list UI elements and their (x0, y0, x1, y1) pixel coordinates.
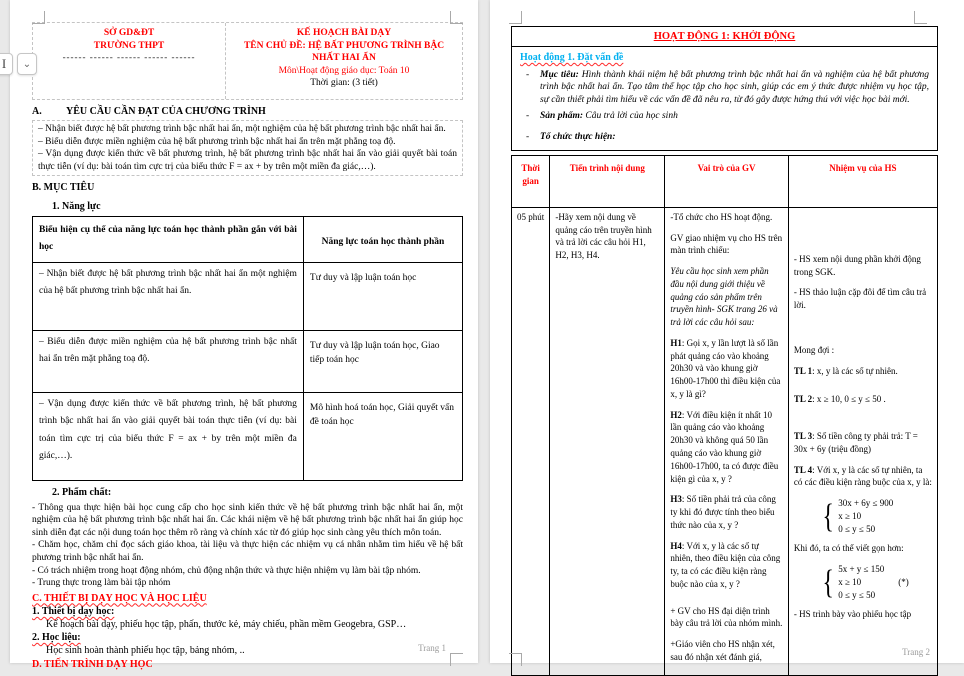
gv-question (670, 409, 783, 486)
brace-icon: { (822, 497, 834, 535)
gv-question (670, 337, 783, 401)
gv-paragraph: +Giáo viên cho HS nhận xét, sau đó nhận xét đánh giá, (670, 639, 775, 662)
page-number: Trang 2 (902, 647, 930, 657)
hs-answer (794, 393, 932, 406)
question-text: : Số tiền phải trả của công ty khi đó được tính theo biểu thức nào của x, y ? (670, 494, 776, 530)
organize-label: Tổ chức thực hiện: (540, 131, 616, 142)
inequality-system-1 (820, 497, 932, 536)
gv-question (670, 540, 783, 591)
section-d-title: D. TIẾN TRÌNH DẠY HỌC (32, 658, 153, 670)
question-label: H3 (670, 494, 682, 505)
answer-label: TL 4 (793, 464, 813, 475)
section-c-title: C. THIẾT BỊ DẠY HỌC VÀ HỌC LIỆU (32, 592, 207, 604)
gv-paragraph: -Tổ chức cho HS hoạt động. (670, 211, 773, 222)
equipment-text: Kế hoạch bài dạy, phiếu học tập, phấn, thước kẻ, máy chiếu, phần mềm Geogebra, GSP… (46, 618, 407, 630)
content-text: -Hãy xem nội dung về quảng cáo trên truyền hình và trả lời các câu hỏi H1, H2, H3, H4. (555, 211, 652, 261)
header-title-cell (226, 23, 462, 99)
material-text: Học sinh hoàn thành phiếu học tập, bảng nhóm, .. (46, 645, 245, 657)
activity-subtitle: Hoạt động 1. Đặt vấn đề (520, 52, 624, 64)
answer-text: : Số tiền công ty phải trả: T = 30x + 6y (triệu đồng) (793, 431, 918, 454)
subsection-phamchat: 2. Phẩm chất: (52, 486, 112, 498)
goal-bullet (526, 69, 929, 107)
goal-label: Mục tiêu: (540, 69, 579, 80)
text-cursor-widget (0, 53, 37, 75)
goal-text: Hình thành khái niệm hệ bất phương trình bậc nhất hai ẩn và nghiệm của hệ bất phương trình bậc nhất hai ẩn. Tạo tâm thế học tập cho học sinh, giúp các em ý thức được nhiệm vụ học tập, sự cần thiết phải tìm hiểu về các vấn đề đã nêu ra, từ đó gây được hứng thú với việc học bài mới. (540, 69, 929, 106)
product-bullet (526, 110, 929, 123)
bullet-dash: - (526, 111, 530, 122)
requirements-box (32, 120, 463, 176)
content-cell (550, 207, 665, 675)
question-label: H4 (670, 540, 682, 551)
organize-bullet (526, 131, 929, 144)
margin-corner-mark (450, 11, 463, 24)
inequality-line: x ≥ 10 (838, 577, 862, 588)
gv-paragraph: + GV cho HS đại diện trình bày câu trả lời của nhóm mình. (670, 605, 783, 629)
hs-paragraph: Khi đó, ta có thể viết gọn hơn: (793, 543, 904, 554)
chevron-down-icon[interactable]: ⌄ (17, 53, 37, 75)
margin-corner-mark (450, 653, 463, 666)
table-row (33, 262, 463, 330)
section-a-label: A. (32, 106, 42, 117)
col-header-gv: Vai trò của GV (665, 155, 789, 207)
paragraph: - Chăm học, chăm chỉ đọc sách giáo khoa, tài liệu và thực hiện các nhiệm vụ cá nhân nhằm tìm hiểu về hệ bất phương trình bậc nhất hai ẩn. (32, 540, 463, 563)
time-cell: 05 phút (512, 207, 550, 675)
margin-corner-mark (509, 653, 522, 666)
org-line: SỞ GD&ĐT (103, 28, 155, 38)
col-header-time: Thời gian (512, 155, 550, 207)
competency-cell: – Vận dụng được kiến thức về bất phương trình, hệ bất phương trình bậc nhất hai ẩn vào giải quyết bài toán thực tiễn (ví dụ: bài toán tìm cực trị của biểu thức F = ax + by trên một miền đa giác,…). (33, 392, 304, 480)
answer-text: : Với x, y là các số tự nhiên, ta có các điều kiện ràng buộc của x, y là: (793, 464, 932, 488)
section-b-title: B. MỤC TIÊU (32, 182, 95, 194)
answer-text: : x ≥ 10, 0 ≤ y ≤ 50 . (812, 394, 886, 405)
table-row (512, 207, 938, 675)
duration-line: Thời gian: (3 tiết) (310, 78, 378, 89)
competency-cell: Mô hình hoá toán học, Giải quyết vấn đề toán học (303, 392, 462, 480)
section-a-title: YÊU CẦU CẦN ĐẠT CỦA CHƯƠNG TRÌNH (66, 106, 266, 117)
paragraph: - Trung thực trong làm bài tập nhóm (32, 578, 171, 589)
table-row (33, 392, 463, 480)
plan-title: KẾ HOẠCH BÀI DẠY (296, 28, 392, 38)
inequality-line: 30x + 6y ≤ 900 (838, 498, 894, 509)
inequality-line: x ≥ 10 (838, 511, 862, 522)
hs-answer (794, 430, 932, 456)
bullet-dash: - (526, 131, 530, 142)
subsection-nangluc: 1. Năng lực (52, 200, 101, 212)
hs-paragraph: - HS thảo luận cặp đôi để tìm câu trả lời. (793, 287, 927, 311)
inequality-line: 5x + y ≤ 150 (838, 564, 885, 575)
divider-dashes: ------ ------ ------ ------ ------ (62, 52, 196, 63)
hs-expect: Mong đợi : (793, 344, 835, 355)
org-line: TRƯỜNG THPT (93, 40, 165, 51)
equipment-label: 1. Thiết bị dạy học: (32, 605, 115, 617)
competency-table-header-left: Biểu hiện cụ thể của năng lực toán học thành phần gắn với bài học (33, 216, 304, 262)
document-header-table (32, 22, 463, 100)
paragraph: - Thông qua thực hiện bài học cung cấp cho học sinh kiến thức về hệ bất phương trình bậc nhất hai ẩn, một nghiệm của hệ bất phương trình bậc nhất hai ẩn. Các khái niệm về hệ bất phương trình bậc nhất hai ẩn giúp học sinh diễn đạt các nội dung toán học thêm rõ ràng và chính xác từ đó giúp học sinh càng yêu thích môn toán. (32, 502, 463, 538)
page-1 (10, 0, 478, 670)
gv-cell (665, 207, 789, 675)
product-label: Sản phẩm: (540, 111, 584, 122)
answer-label: TL 2 (793, 394, 813, 405)
brace-icon: { (822, 563, 834, 601)
bullet-dash: - (526, 69, 530, 80)
inequality-line: 0 ≤ y ≤ 50 (838, 590, 876, 601)
gv-question (670, 493, 783, 531)
section-a-heading (32, 105, 463, 118)
question-text: : Với điều kiện ít nhất 10 lần quảng cáo vào khoảng 20h30 và không quá 50 lần quảng cáo vào khung giờ 16h00-17h00, ta có được điều kiện gì của x, y ? (670, 409, 779, 484)
inequality-line: 0 ≤ y ≤ 50 (838, 524, 876, 535)
question-label: H2 (670, 409, 682, 420)
hs-answer (794, 365, 932, 378)
competency-cell: Tư duy và lập luận toán học (303, 262, 462, 330)
activity-title: HOẠT ĐỘNG 1: KHỞI ĐỘNG (653, 31, 796, 42)
answer-label: TL 1 (793, 365, 813, 376)
hs-cell (788, 207, 937, 675)
gv-paragraph: GV giao nhiệm vụ cho HS trên màn trình chiếu: (670, 232, 783, 256)
system-tag: (*) (898, 577, 909, 588)
competency-table (32, 216, 463, 481)
question-text: : Với x, y là các số tự nhiên, theo điều kiện của công ty, ta có các điều kiện ràng buộc nào của x, y ? (670, 540, 781, 589)
competency-table-header-right: Năng lực toán học thành phần (303, 216, 462, 262)
activity-header-box (511, 26, 938, 47)
requirement-line: – Biểu diễn được miền nghiệm của hệ bất phương trình bậc nhất hai ẩn trên mặt phẳng toạ độ. (38, 136, 396, 147)
header-org-cell (33, 23, 226, 99)
margin-corner-mark (509, 11, 522, 24)
paragraph: - Có trách nhiệm trong hoạt động nhóm, chủ động nhận thức và thực hiện nhiệm vụ làm bài tập nhóm. (32, 565, 421, 576)
competency-cell: – Biểu diễn được miền nghiệm của hệ bất phương trình bậc nhất hai ẩn trên mặt phẳng toạ độ. (33, 330, 304, 392)
hs-paragraph: - HS xem nội dung phần khởi động trong SGK. (793, 253, 921, 277)
margin-corner-mark (32, 11, 45, 24)
material-label: 2. Học liệu: (32, 632, 81, 644)
text-cursor-icon[interactable]: I (0, 53, 13, 75)
hs-paragraph: - HS trình bày vào phiếu học tập (793, 609, 912, 620)
question-label: H1 (670, 337, 682, 348)
table-row (33, 330, 463, 392)
hs-answer (794, 464, 932, 490)
col-header-content: Tiến trình nội dung (550, 155, 665, 207)
answer-label: TL 3 (793, 431, 813, 442)
requirement-line: – Vận dụng được kiến thức về bất phương trình, hệ bất phương trình bậc nhất hai ẩn vào giải quyết bài toán thực tiễn (ví dụ: bài toán tìm cực trị của biểu thức F = ax + by trên một miền đa giác,…). (38, 149, 457, 172)
product-text: Câu trả lời của học sinh (583, 111, 678, 122)
competency-cell: Tư duy và lập luận toán học, Giao tiếp toán học (303, 330, 462, 392)
topic-title: TÊN CHỦ ĐỀ: HỆ BẤT PHƯƠNG TRÌNH BẬC NHẤT HAI ẨN (243, 40, 445, 64)
activity-intro-box (511, 47, 938, 151)
answer-text: : x, y là các số tự nhiên. (812, 365, 898, 376)
page-number: Trang 1 (418, 643, 446, 653)
lesson-flow-table (511, 155, 938, 676)
gv-instruction: Yêu cầu học sinh xem phần đầu nội dung giới thiệu về quảng cáo sản phẩm trên truyền hình- SGK trang 26 và trả lời các câu hỏi sau: (670, 266, 778, 328)
inequality-system-2 (820, 563, 932, 602)
subject-line: Môn\Hoạt động giáo dục: Toán 10 (278, 65, 410, 76)
phamchat-paragraphs (32, 502, 463, 590)
page-2 (490, 0, 964, 663)
requirement-line: – Nhận biết được hệ bất phương trình bậc nhất hai ẩn, một nghiệm của hệ bất phương trình bậc nhất hai ẩn. (38, 124, 446, 135)
margin-corner-mark (914, 11, 927, 24)
competency-cell: – Nhận biết được hệ bất phương trình bậc nhất hai ẩn một nghiệm của hệ bất phương trình bậc nhất hai ẩn. (33, 262, 304, 330)
col-header-hs: Nhiệm vụ của HS (788, 155, 937, 207)
question-text: : Gọi x, y lần lượt là số lần phát quảng cáo vào khoảng 20h30 và vào khung giờ 16h00-17h00 thì điều kiện của x, y là gì? (670, 337, 781, 399)
